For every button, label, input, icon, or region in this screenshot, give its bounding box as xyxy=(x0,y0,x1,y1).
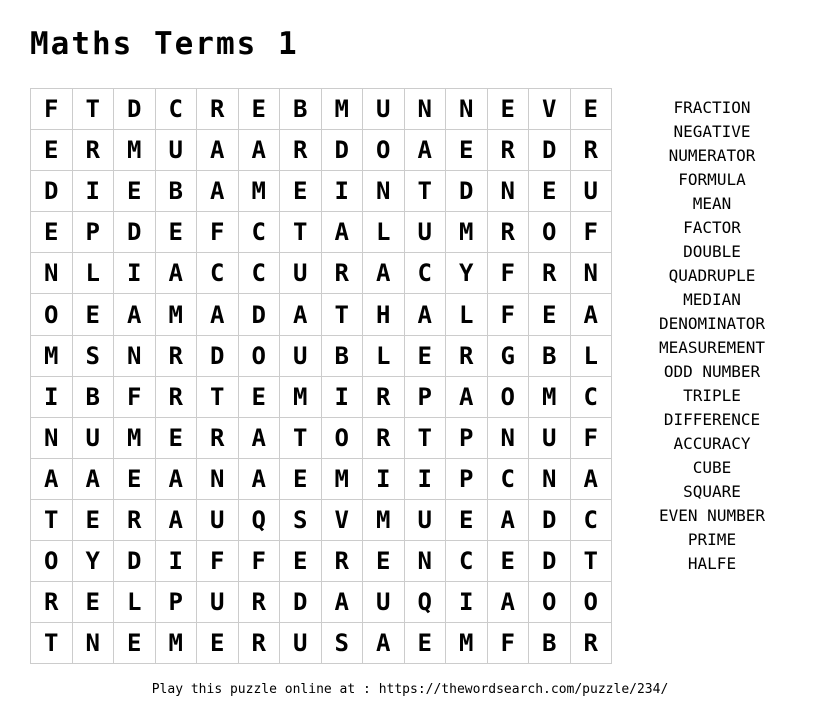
grid-cell[interactable]: V xyxy=(322,500,364,541)
grid-cell[interactable]: R xyxy=(322,253,364,294)
grid-cell[interactable]: U xyxy=(363,582,405,623)
grid-cell[interactable]: M xyxy=(280,377,322,418)
grid-cell[interactable]: E xyxy=(156,212,198,253)
grid-cell[interactable]: D xyxy=(114,89,156,130)
word-item: MEASUREMENT xyxy=(659,338,765,357)
word-item: QUADRUPLE xyxy=(668,266,756,285)
grid-cell[interactable]: R xyxy=(363,418,405,459)
grid-cell[interactable]: I xyxy=(114,253,156,294)
grid-cell[interactable]: P xyxy=(446,459,488,500)
grid-cell[interactable]: A xyxy=(239,130,281,171)
grid-cell[interactable]: F xyxy=(31,89,73,130)
grid-cell[interactable]: L xyxy=(446,294,488,335)
grid-cell[interactable]: I xyxy=(405,459,447,500)
grid-cell[interactable]: R xyxy=(156,336,198,377)
grid-cell[interactable]: E xyxy=(446,130,488,171)
grid-cell[interactable]: T xyxy=(405,171,447,212)
grid-cell[interactable]: V xyxy=(529,89,571,130)
grid-cell[interactable]: R xyxy=(280,130,322,171)
grid-cell[interactable]: B xyxy=(280,89,322,130)
grid-cell[interactable]: C xyxy=(239,212,281,253)
grid-cell[interactable]: H xyxy=(363,294,405,335)
grid-cell[interactable]: E xyxy=(156,418,198,459)
grid-cell[interactable]: F xyxy=(197,541,239,582)
grid-cell[interactable]: O xyxy=(322,418,364,459)
word-item: EVEN NUMBER xyxy=(659,506,765,525)
grid-cell[interactable]: A xyxy=(280,294,322,335)
grid-cell[interactable]: C xyxy=(571,500,613,541)
grid-cell[interactable]: L xyxy=(73,253,115,294)
word-item: DOUBLE xyxy=(683,242,741,261)
grid-cell[interactable]: A xyxy=(571,294,613,335)
grid-cell[interactable]: B xyxy=(529,336,571,377)
grid-cell[interactable]: B xyxy=(322,336,364,377)
grid-cell[interactable]: D xyxy=(322,130,364,171)
grid-cell[interactable]: L xyxy=(571,336,613,377)
grid-cell[interactable]: R xyxy=(571,130,613,171)
grid-cell[interactable]: A xyxy=(363,253,405,294)
grid-cell[interactable]: P xyxy=(405,377,447,418)
word-list xyxy=(612,96,812,576)
grid-cell[interactable]: A xyxy=(488,500,530,541)
grid-cell[interactable]: E xyxy=(73,294,115,335)
grid-cell[interactable]: M xyxy=(114,418,156,459)
grid-cell[interactable]: M xyxy=(114,130,156,171)
word-item: FACTOR xyxy=(683,218,741,237)
grid-cell[interactable]: R xyxy=(73,130,115,171)
grid-cell[interactable]: E xyxy=(239,89,281,130)
grid-cell[interactable]: A xyxy=(156,500,198,541)
grid-cell[interactable]: U xyxy=(280,623,322,664)
word-item: PRIME xyxy=(687,530,737,549)
word-item: DIFFERENCE xyxy=(663,410,761,429)
grid-cell[interactable]: O xyxy=(31,294,73,335)
grid-cell[interactable]: A xyxy=(322,582,364,623)
grid-cell[interactable]: Y xyxy=(446,253,488,294)
grid-cell[interactable]: M xyxy=(156,294,198,335)
grid-cell[interactable]: B xyxy=(529,623,571,664)
grid-cell[interactable]: M xyxy=(31,336,73,377)
grid-cell[interactable]: E xyxy=(280,171,322,212)
grid-cell[interactable]: U xyxy=(363,89,405,130)
grid-cell[interactable]: M xyxy=(446,212,488,253)
grid-cell[interactable]: O xyxy=(488,377,530,418)
grid-cell[interactable]: E xyxy=(363,541,405,582)
grid-cell[interactable]: R xyxy=(488,212,530,253)
grid-cell[interactable]: D xyxy=(31,171,73,212)
grid-cell[interactable]: F xyxy=(488,294,530,335)
grid-cell[interactable]: O xyxy=(363,130,405,171)
grid-cell[interactable]: C xyxy=(405,253,447,294)
grid-cell[interactable]: I xyxy=(31,377,73,418)
grid-cell[interactable]: U xyxy=(73,418,115,459)
footer-note: Play this puzzle online at : https://thewordsearch.com/puzzle/234/ xyxy=(151,682,669,697)
grid-cell[interactable]: R xyxy=(529,253,571,294)
grid-cell[interactable]: E xyxy=(488,541,530,582)
grid-cell[interactable]: R xyxy=(31,582,73,623)
grid-cell[interactable]: M xyxy=(529,377,571,418)
grid-cell[interactable]: A xyxy=(239,459,281,500)
grid-cell[interactable]: R xyxy=(197,418,239,459)
grid-cell[interactable]: D xyxy=(529,500,571,541)
grid-cell[interactable]: T xyxy=(73,89,115,130)
grid-cell[interactable]: R xyxy=(363,377,405,418)
grid-cell[interactable]: C xyxy=(239,253,281,294)
grid-cell[interactable]: E xyxy=(31,212,73,253)
grid-cell[interactable]: F xyxy=(571,418,613,459)
grid-cell[interactable]: N xyxy=(197,459,239,500)
grid-cell[interactable]: E xyxy=(280,459,322,500)
grid-cell[interactable]: N xyxy=(571,253,613,294)
grid-cell[interactable]: M xyxy=(239,171,281,212)
grid-cell[interactable]: E xyxy=(73,500,115,541)
grid-cell[interactable]: A xyxy=(363,623,405,664)
grid-cell[interactable]: R xyxy=(156,377,198,418)
grid-cell[interactable]: U xyxy=(405,500,447,541)
word-item: SQUARE xyxy=(683,482,741,501)
grid-cell[interactable]: N xyxy=(405,541,447,582)
page-title: Maths Terms 1 xyxy=(30,26,299,62)
grid-cell[interactable]: D xyxy=(197,336,239,377)
grid-cell[interactable]: I xyxy=(363,459,405,500)
grid-cell[interactable]: Y xyxy=(73,541,115,582)
grid-cell[interactable]: F xyxy=(488,623,530,664)
word-item: NEGATIVE xyxy=(673,122,751,141)
grid-cell[interactable]: N xyxy=(73,623,115,664)
grid-cell[interactable]: R xyxy=(446,336,488,377)
grid-cell[interactable]: E xyxy=(529,171,571,212)
grid-cell[interactable]: L xyxy=(363,336,405,377)
grid-cell[interactable]: I xyxy=(322,377,364,418)
grid-cell[interactable]: N xyxy=(363,171,405,212)
grid-cell[interactable]: N xyxy=(405,89,447,130)
grid-cell[interactable]: C xyxy=(446,541,488,582)
grid-cell[interactable]: F xyxy=(197,212,239,253)
grid-cell[interactable]: G xyxy=(488,336,530,377)
grid-cell[interactable]: F xyxy=(571,212,613,253)
grid-cell[interactable]: S xyxy=(73,336,115,377)
word-item: FRACTION xyxy=(673,98,751,117)
grid-cell[interactable]: T xyxy=(322,294,364,335)
grid-cell[interactable]: E xyxy=(529,294,571,335)
grid-cell[interactable]: O xyxy=(31,541,73,582)
grid-cell[interactable]: D xyxy=(239,294,281,335)
grid-cell[interactable]: N xyxy=(488,171,530,212)
grid-cell[interactable]: O xyxy=(529,212,571,253)
grid-cell[interactable]: B xyxy=(156,171,198,212)
grid-cell[interactable]: D xyxy=(529,541,571,582)
grid-cell[interactable]: M xyxy=(156,623,198,664)
word-item: FORMULA xyxy=(678,170,746,189)
grid-cell[interactable]: M xyxy=(322,89,364,130)
grid-cell[interactable]: B xyxy=(73,377,115,418)
grid-cell[interactable]: M xyxy=(446,623,488,664)
grid-cell[interactable]: I xyxy=(446,582,488,623)
grid-cell[interactable]: F xyxy=(239,541,281,582)
grid-cell[interactable]: R xyxy=(197,89,239,130)
word-item: CUBE xyxy=(692,458,732,477)
grid-cell[interactable]: A xyxy=(239,418,281,459)
grid-cell[interactable]: D xyxy=(114,212,156,253)
grid-cell[interactable]: D xyxy=(280,582,322,623)
grid-cell[interactable]: A xyxy=(446,377,488,418)
grid-cell[interactable]: D xyxy=(114,541,156,582)
grid-cell[interactable]: A xyxy=(73,459,115,500)
grid-cell[interactable]: A xyxy=(114,294,156,335)
grid-cell[interactable]: S xyxy=(280,500,322,541)
grid-cell[interactable]: M xyxy=(363,500,405,541)
grid-cell[interactable]: U xyxy=(529,418,571,459)
grid-cell[interactable]: T xyxy=(31,500,73,541)
grid-cell[interactable]: L xyxy=(114,582,156,623)
grid-cell[interactable]: C xyxy=(197,253,239,294)
word-item: TRIPLE xyxy=(683,386,741,405)
grid-cell[interactable]: A xyxy=(405,130,447,171)
grid-cell[interactable]: F xyxy=(114,377,156,418)
grid-cell[interactable]: A xyxy=(405,294,447,335)
grid-cell[interactable]: F xyxy=(488,253,530,294)
word-item: ODD NUMBER xyxy=(663,362,761,381)
grid-cell[interactable]: A xyxy=(197,130,239,171)
grid-cell[interactable]: R xyxy=(322,541,364,582)
grid-cell[interactable]: E xyxy=(239,377,281,418)
grid-cell[interactable]: P xyxy=(446,418,488,459)
grid-cell[interactable]: A xyxy=(156,253,198,294)
grid-cell[interactable]: U xyxy=(156,130,198,171)
grid-cell[interactable]: R xyxy=(114,500,156,541)
grid-cell[interactable]: R xyxy=(488,130,530,171)
grid-cell[interactable]: U xyxy=(571,171,613,212)
grid-cell[interactable]: I xyxy=(156,541,198,582)
grid-cell[interactable]: C xyxy=(571,377,613,418)
grid-cell[interactable]: E xyxy=(31,130,73,171)
grid-cell[interactable]: E xyxy=(280,541,322,582)
grid-cell[interactable]: A xyxy=(31,459,73,500)
grid-cell[interactable]: O xyxy=(239,336,281,377)
grid-cell[interactable]: N xyxy=(31,253,73,294)
word-item: DENOMINATOR xyxy=(659,314,765,333)
word-item: MEAN xyxy=(692,194,732,213)
grid-cell[interactable]: E xyxy=(446,500,488,541)
grid-cell[interactable]: P xyxy=(73,212,115,253)
grid-cell[interactable]: E xyxy=(114,623,156,664)
grid-cell[interactable]: T xyxy=(280,212,322,253)
grid-cell[interactable]: T xyxy=(197,377,239,418)
grid-cell[interactable]: D xyxy=(529,130,571,171)
grid-cell[interactable]: P xyxy=(156,582,198,623)
grid-cell[interactable]: R xyxy=(239,582,281,623)
grid-cell[interactable]: D xyxy=(446,171,488,212)
grid-cell[interactable]: U xyxy=(197,500,239,541)
grid-cell[interactable]: Q xyxy=(405,582,447,623)
grid-cell[interactable]: U xyxy=(280,336,322,377)
grid-cell[interactable]: S xyxy=(322,623,364,664)
grid-cell[interactable]: U xyxy=(197,582,239,623)
grid-cell[interactable]: O xyxy=(571,582,613,623)
grid-cell[interactable]: C xyxy=(488,459,530,500)
grid-cell[interactable]: N xyxy=(446,89,488,130)
puzzle-grid xyxy=(30,88,612,664)
grid-cell[interactable]: E xyxy=(73,582,115,623)
grid-cell[interactable]: U xyxy=(405,212,447,253)
grid-cell[interactable]: T xyxy=(571,541,613,582)
grid-cell[interactable]: U xyxy=(280,253,322,294)
grid-cell[interactable]: E xyxy=(488,89,530,130)
grid-cell[interactable]: T xyxy=(405,418,447,459)
grid-cell[interactable]: E xyxy=(197,623,239,664)
grid-cell[interactable]: I xyxy=(322,171,364,212)
grid-cell[interactable]: L xyxy=(363,212,405,253)
grid-cell[interactable]: A xyxy=(322,212,364,253)
grid-cell[interactable]: M xyxy=(322,459,364,500)
grid-cell[interactable]: E xyxy=(405,336,447,377)
grid-cell[interactable]: A xyxy=(156,459,198,500)
grid-cell[interactable]: R xyxy=(239,623,281,664)
grid-cell[interactable]: A xyxy=(197,171,239,212)
word-item: HALFE xyxy=(687,554,737,573)
grid-cell[interactable]: N xyxy=(31,418,73,459)
grid-cell[interactable]: T xyxy=(280,418,322,459)
word-item: MEDIAN xyxy=(683,290,741,309)
grid-cell[interactable]: A xyxy=(488,582,530,623)
grid-cell[interactable]: Q xyxy=(239,500,281,541)
grid-cell[interactable]: O xyxy=(529,582,571,623)
grid-cell[interactable]: N xyxy=(488,418,530,459)
grid-cell[interactable]: E xyxy=(571,89,613,130)
grid-cell[interactable]: I xyxy=(73,171,115,212)
grid-cell[interactable]: E xyxy=(405,623,447,664)
grid-cell[interactable]: E xyxy=(114,459,156,500)
grid-cell[interactable]: A xyxy=(197,294,239,335)
grid-cell[interactable]: T xyxy=(31,623,73,664)
grid-cell[interactable]: A xyxy=(571,459,613,500)
grid-cell[interactable]: N xyxy=(114,336,156,377)
grid-cell[interactable]: C xyxy=(156,89,198,130)
grid-cell[interactable]: R xyxy=(571,623,613,664)
grid-cell[interactable]: E xyxy=(114,171,156,212)
grid-cell[interactable]: N xyxy=(529,459,571,500)
word-item: NUMERATOR xyxy=(668,146,756,165)
word-item: ACCURACY xyxy=(673,434,751,453)
